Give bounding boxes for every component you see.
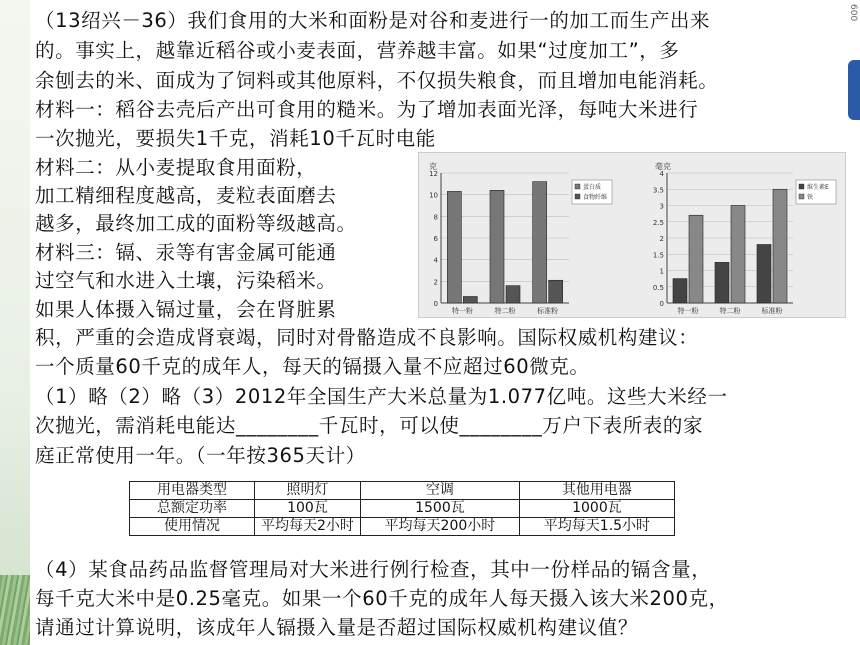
text-line: 如果人体摄入镉过量，会在肾脏累 [35,298,337,321]
text-line: 每千克大米中是0.25毫克。如果一个60千克的成年人每天摄入该大米200克， [35,587,729,610]
text-line: 材料二：从小麦提取食用面粉， [35,156,317,179]
table-cell: 总额定功率 [130,500,255,518]
table-cell: 100瓦 [255,500,361,518]
bar [715,262,729,303]
x-tick-label: 特一粉 [451,307,473,315]
legend-swatch [799,184,804,189]
x-tick-label: 特二粉 [494,307,516,315]
y-tick-label: 6 [433,235,438,243]
legend-label: 铁 [807,194,814,201]
text-line: 加工精细程度越高，麦粒表面磨去 [35,184,337,207]
x-tick-label: 特二粉 [719,307,741,315]
y-tick-label: 3 [659,202,664,211]
y-axis-label: 克 [429,162,437,171]
bar [689,215,703,303]
y-tick-label: 4 [659,170,664,178]
bar [549,280,563,303]
table-cell: 平均每天2小时 [255,518,361,536]
bar [731,206,745,304]
legend-swatch [799,194,804,199]
text-line: 次抛光，需消耗电能达________千瓦时，可以使________万户下表所表的家 [35,414,704,437]
text-line: 积，严重的会造成肾衰竭，同时对骨骼造成不良影响。国际权威机构建议： [35,326,699,349]
text-line: 越多，最终加工成的面粉等级越高。 [35,212,357,235]
x-tick-label: 标准粉 [537,307,559,315]
text-line: 过空气和水进入土壤，污染稻米。 [35,269,337,292]
bar [533,182,547,303]
table-cell: 照明灯 [255,482,361,500]
charts-svg [419,153,845,317]
logo-badge [848,60,860,120]
table-row [130,482,675,500]
table-cell: 其他用电器 [519,482,674,500]
y-axis-label: 毫克 [655,162,671,171]
bar [757,245,771,304]
text-line: 余刨去的米、面成为了饲料或其他原料，不仅损失粮食，而且增加电能消耗。 [35,69,719,92]
legend-label: 蛋白质 [583,184,602,191]
y-tick-label: 0 [659,300,664,308]
bar [673,279,687,303]
y-tick-label: 1 [659,267,664,276]
table-cell: 用电器类型 [130,482,255,500]
bar [447,191,461,303]
y-tick-label: 2 [433,278,438,287]
table-row [130,500,675,518]
bar [506,286,520,303]
bar [490,190,504,303]
table-cell: 使用情况 [130,518,255,536]
text-line: 请通过计算说明，该成年人镉摄入量是否超过国际权威机构建议值？ [35,616,639,639]
x-tick-label: 特一粉 [677,307,699,315]
table-cell: 1500瓦 [360,500,519,518]
legend-swatch [575,194,580,199]
text-line: 的。事实上，越靠近稻谷或小麦表面，营养越丰富。如果“过度加工”，多 [35,39,680,62]
corner-code: 600 [848,4,858,22]
bar [463,297,477,304]
legend-swatch [575,184,580,189]
text-line: 材料三：镉、汞等有害金属可能通 [35,241,337,264]
legend-label: 食物纤维 [583,194,608,201]
table-cell: 平均每天1.5小时 [519,518,674,536]
text-line: 材料一：稻谷去壳后产出可食用的糙米。为了增加表面光泽，每吨大米进行 [35,98,699,121]
text-line: 庭正常使用一年。（一年按365天计） [35,444,366,467]
x-tick-label: 标准粉 [761,307,783,315]
y-tick-label: 2 [659,235,664,243]
text-line: （1）略（2）略（3）2012年全国生产大米总量为1.077亿吨。这些大米经一 [35,385,728,408]
table-cell: 平均每天200小时 [360,518,519,536]
y-tick-label: 8 [433,213,438,222]
table-row [130,518,675,536]
y-tick-label: 3.5 [652,186,664,195]
y-tick-label: 10 [429,191,438,200]
text-line: （4）某食品药品监督管理局对大米进行例行检查，其中一份样品的镉含量， [35,558,712,581]
y-tick-label: 0 [433,300,438,308]
table-cell: 1000瓦 [519,500,674,518]
y-tick-label: 4 [433,256,438,265]
legend-label: 维生素E [807,184,829,191]
text-line: 一个质量60千克的成年人，每天的镉摄入量不应超过60微克。 [35,355,590,378]
appliance-table [129,481,675,536]
y-tick-label: 0.5 [652,283,664,292]
text-line: （13绍兴－36）我们食用的大米和面粉是对谷和麦进行一的加工而生产出来 [35,9,711,32]
table-cell: 空调 [360,482,519,500]
y-tick-label: 1.5 [652,251,664,260]
bar [773,189,787,303]
nutrition-charts [418,152,846,318]
y-tick-label: 12 [429,170,438,178]
text-line: 一次抛光，要损失1千克，消耗10千瓦时电能 [35,127,436,150]
y-tick-label: 2.5 [652,218,664,227]
